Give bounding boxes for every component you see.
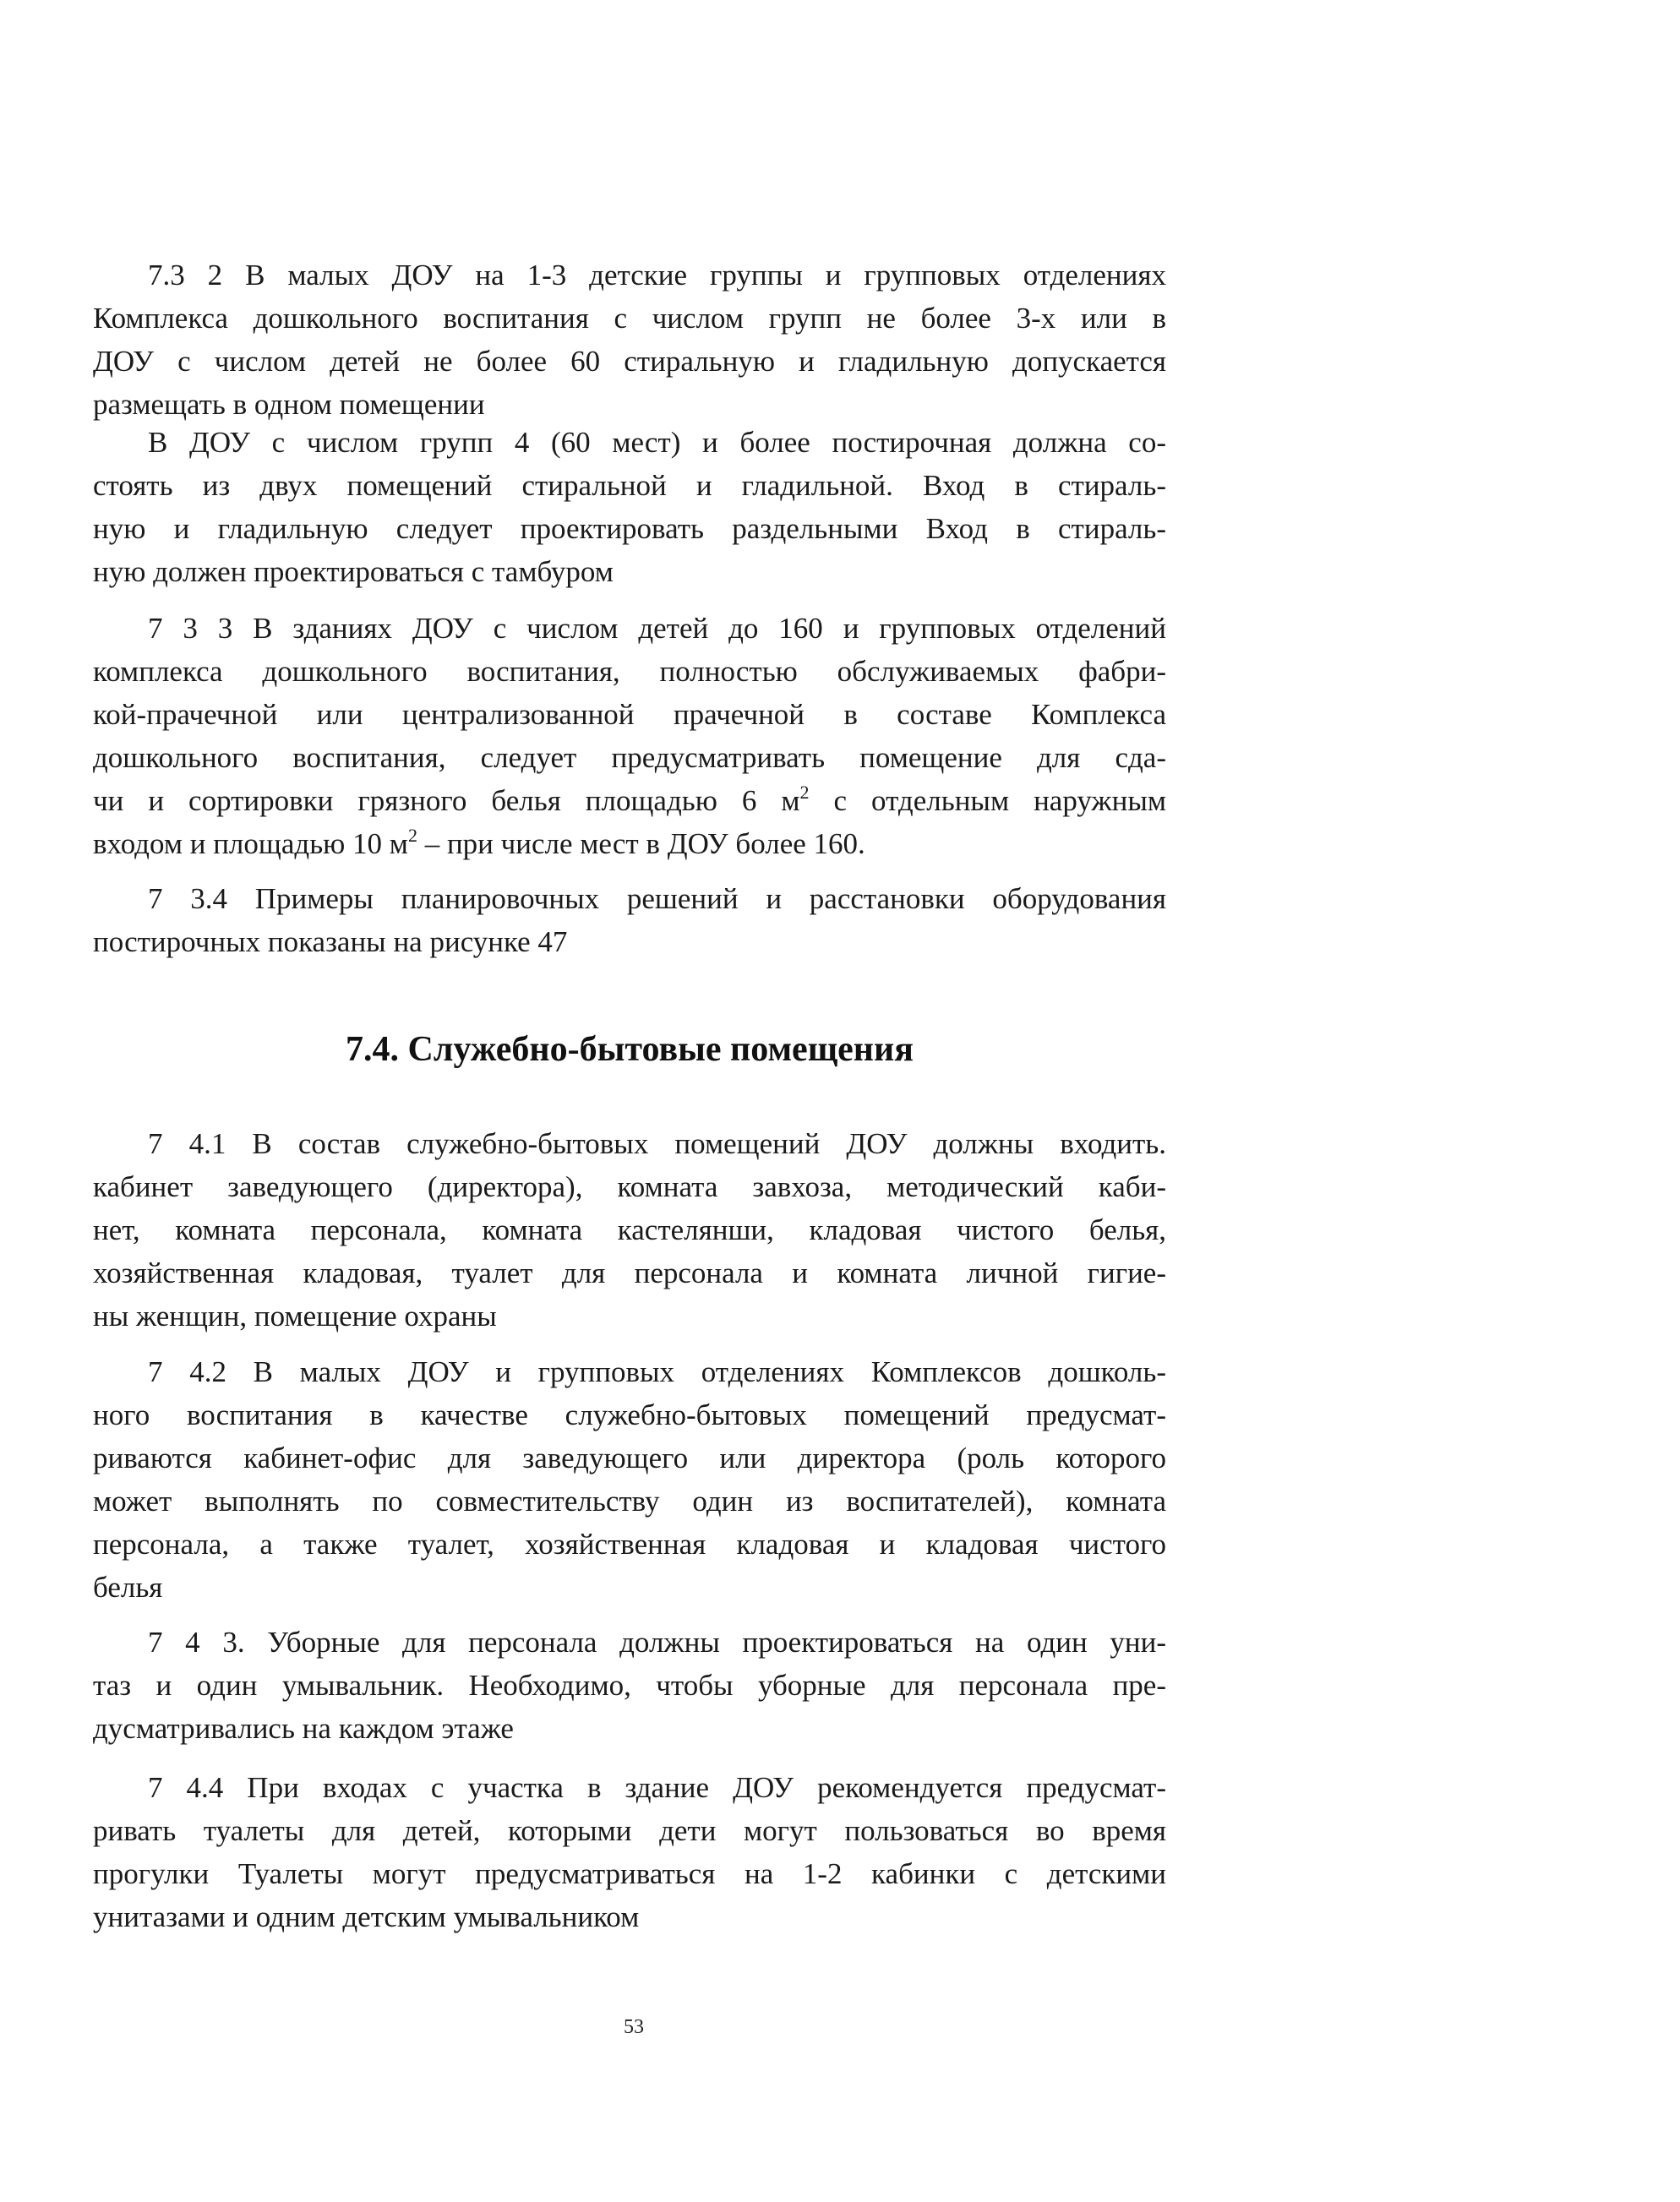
text-line: В ДОУ с числом групп 4 (60 мест) и более постирочная должна со- (148, 426, 1166, 459)
text-line: 7 4.2 В малых ДОУ и групповых отделениях Комплексов дошколь- (148, 1355, 1166, 1388)
text-line: таз и один умывальник. Необходимо, чтобы уборные для персонала пре- (93, 1669, 1166, 1702)
paragraph-7-3-4 (93, 877, 1166, 963)
superscript: 2 (799, 782, 810, 803)
text-line: белья (93, 1571, 163, 1604)
text-fragment: с отдельным наружным (809, 784, 1166, 817)
text-line: 7 3.4 Примеры планировочных решений и расстановки оборудования (148, 882, 1166, 915)
text-fragment: чи и сортировки грязного белья площадью 6 м (93, 784, 800, 817)
text-line-with-superscript (93, 822, 1166, 865)
text-line: нет, комната персонала, комната кастелянши, кладовая чистого белья, (93, 1213, 1166, 1246)
text-line: прогулки Туалеты могут предусматриваться на 1-2 кабинки с детскими (93, 1857, 1166, 1890)
text-line: может выполнять по совместительству один из воспитателей), комната (93, 1485, 1166, 1518)
text-line: 7 4 3. Уборные для персонала должны проектироваться на один уни- (148, 1626, 1166, 1659)
text-line: стоять из двух помещений стиральной и гладильной. Вход в стираль- (93, 469, 1166, 502)
text-line: ную должен проектироваться с тамбуром (93, 555, 614, 588)
text-line: ную и гладильную следует проектировать раздельными Вход в стираль- (93, 512, 1166, 545)
text-line: комплекса дошкольного воспитания, полностью обслуживаемых фабри- (93, 655, 1166, 688)
text-line: постирочных показаны на рисунке 47 (93, 925, 568, 958)
text-line: 7 4.1 В состав служебно-бытовых помещений ДОУ должны входить. (148, 1127, 1166, 1160)
text-line: ДОУ с числом детей не более 60 стиральную и гладильную допускается (93, 345, 1166, 378)
text-line: 7 4.4 При входах с участка в здание ДОУ рекомендуется предусмат- (148, 1771, 1166, 1804)
text-fragment: – при числе мест в ДОУ более 160. (417, 827, 865, 860)
text-line: ны женщин, помещение охраны (93, 1300, 497, 1333)
paragraph-7-4-1 (93, 1122, 1166, 1338)
text-line: ривать туалеты для детей, которыми дети могут пользоваться во время (93, 1814, 1166, 1847)
text-fragment: входом и площадью 10 м (93, 827, 408, 860)
text-line: Комплекса дошкольного воспитания с числом групп не более 3-х или в (93, 302, 1166, 335)
text-line-with-superscript (93, 779, 1166, 822)
paragraph-7-3-3 (93, 607, 1166, 865)
superscript: 2 (407, 825, 417, 846)
text-line: риваются кабинет-офис для заведующего или директора (роль которого (93, 1442, 1166, 1474)
paragraph-7-4-4 (93, 1766, 1166, 1938)
text-line: дошкольного воспитания, следует предусматривать помещение для сда- (93, 741, 1166, 774)
text-line: ного воспитания в качестве служебно-бытовых помещений предусмат- (93, 1398, 1166, 1431)
text-line: хозяйственная кладовая, туалет для персонала и комната личной гигие- (93, 1256, 1166, 1289)
text-line: 7 3 3 В зданиях ДОУ с числом детей до 160 и групповых отделений (148, 612, 1166, 645)
text-line: размещать в одном помещении (93, 388, 485, 421)
text-line: унитазами и одним детским умывальником (93, 1900, 640, 1933)
paragraph-7-3-2 (93, 253, 1166, 426)
paragraph-7-3-2-continued (93, 421, 1166, 593)
text-line: 7.3 2 В малых ДОУ на 1-3 детские группы и групповых отделениях (148, 259, 1166, 292)
text-line: персонала, а также туалет, хозяйственная кладовая и кладовая чистого (93, 1528, 1166, 1561)
paragraph-7-4-2 (93, 1350, 1166, 1609)
page-number: 53 (624, 2016, 644, 2038)
text-line: дусматривались на каждом этаже (93, 1712, 514, 1745)
text-line: кабинет заведующего (директора), комната завхоза, методический каби- (93, 1170, 1166, 1203)
text-line: кой-прачечной или централизованной прачечной в составе Комплекса (93, 698, 1166, 731)
section-heading: 7.4. Служебно-бытовые помещения (346, 1030, 914, 1069)
paragraph-7-4-3 (93, 1621, 1166, 1750)
